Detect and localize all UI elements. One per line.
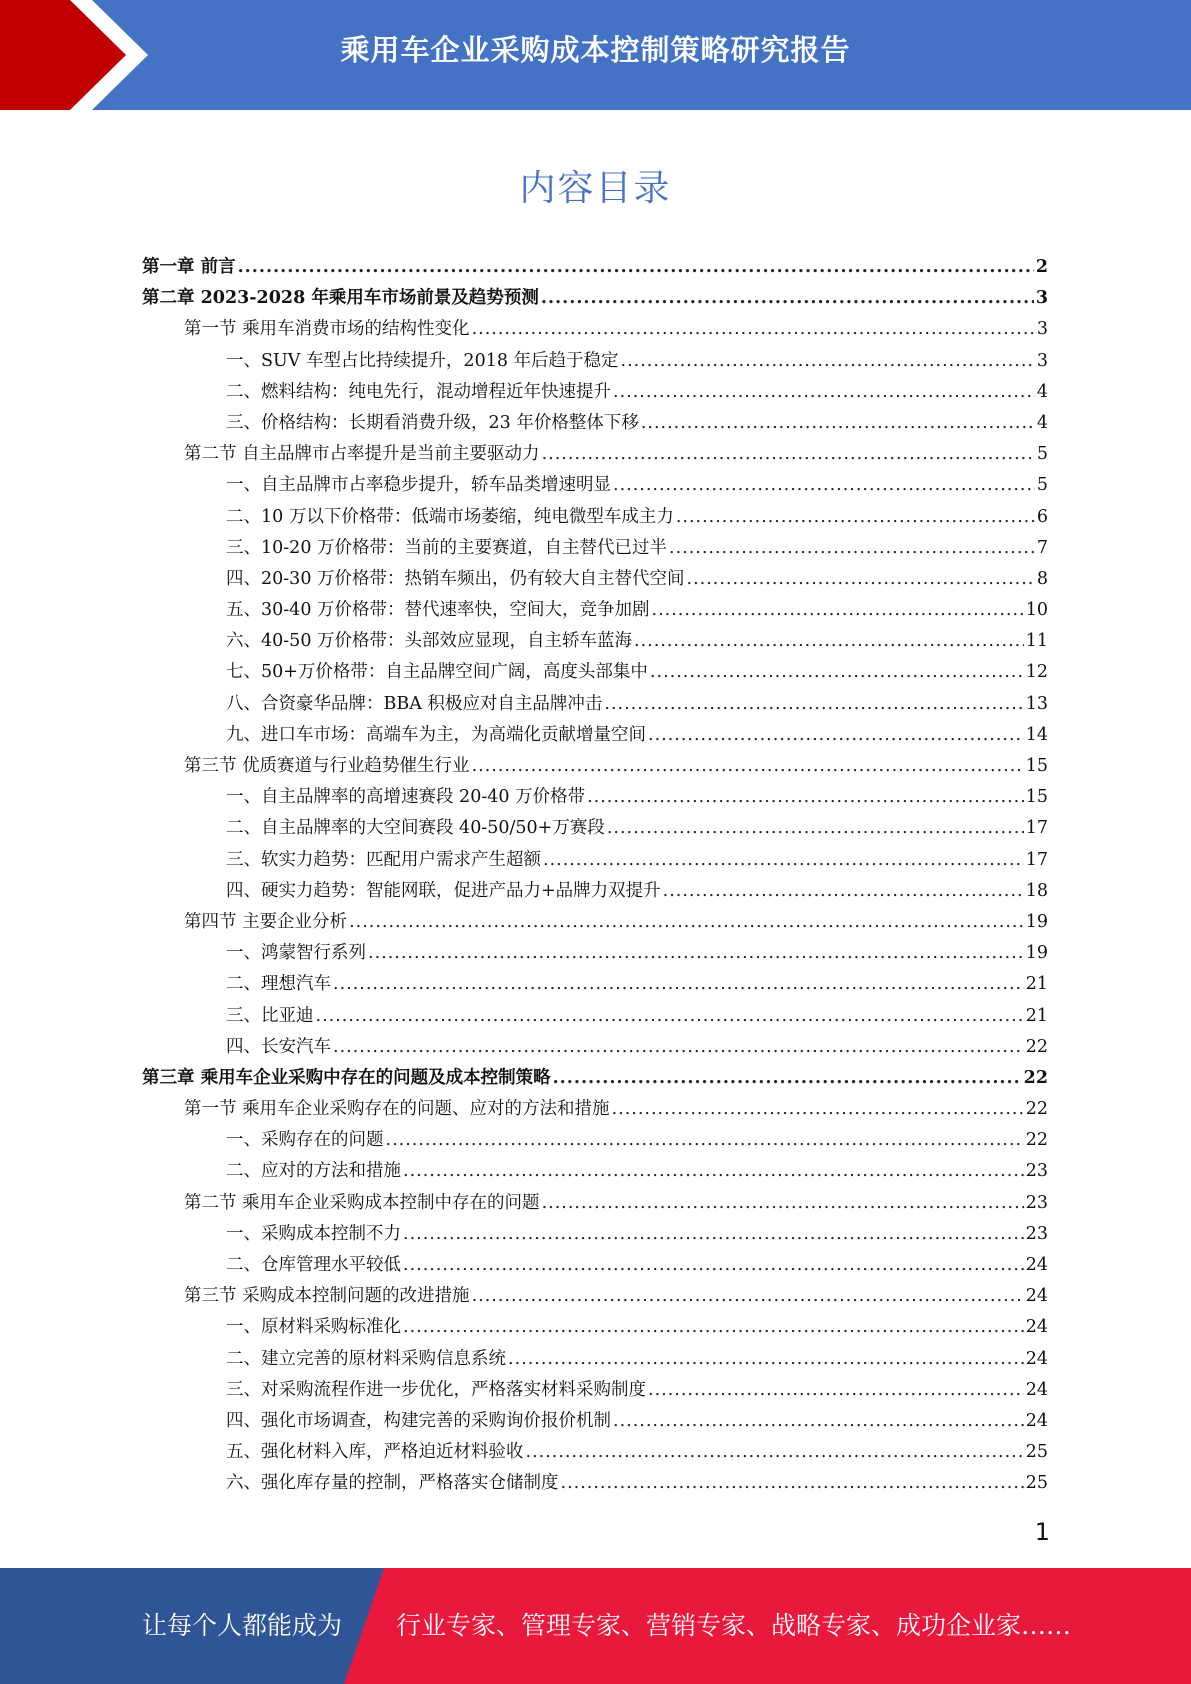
toc-entry-title: 四、强化市场调查，构建完善的采购询价报价机制 <box>226 1410 611 1431</box>
toc-entry-page: 2 <box>1035 257 1048 277</box>
toc-entry-title: 四、长安汽车 <box>226 1036 331 1057</box>
toc-entry[interactable] <box>142 783 1048 814</box>
toc-entry-title: 二、仓库管理水平较低 <box>226 1255 401 1275</box>
toc-entry-title: 三、对采购流程作进一步优化，严格落实材料采购制度 <box>226 1379 646 1400</box>
toc-entry-title: 三、10-20 万价格带：当前的主要赛道，自主替代已过半 <box>226 537 668 558</box>
toc-leader-dots <box>641 413 1035 433</box>
toc-leader-dots <box>333 1037 1024 1057</box>
toc-entry-page: 24 <box>1025 1317 1048 1338</box>
toc-entry-title: 一、自主品牌率的高增速赛段 20-40 万价格带 <box>226 787 586 808</box>
toc-entry-title: 第一节 乘用车消费市场的结构性变化 <box>184 319 470 340</box>
toc-leader-dots <box>403 1255 1024 1275</box>
toc-leader-dots <box>663 881 1024 901</box>
toc-entry-title: 五、强化材料入库，严格迫近材料验收 <box>226 1442 524 1463</box>
toc-entry-title: 三、软实力趋势：匹配用户需求产生超额 <box>226 849 541 870</box>
toc-leader-dots <box>687 569 1035 589</box>
toc-entry-page: 22 <box>1025 1099 1048 1120</box>
toc-entry[interactable] <box>142 1189 1048 1220</box>
toc-entry-page: 17 <box>1025 818 1048 839</box>
toc-entry-title: 一、自主品牌市占率稳步提升，轿车品类增速明显 <box>226 475 611 496</box>
toc-entry-title: 三、价格结构：长期看消费升级，23 年价格整体下移 <box>226 412 639 433</box>
toc-leader-dots <box>542 444 1035 464</box>
toc-entry[interactable] <box>142 503 1048 534</box>
toc-entry[interactable] <box>142 315 1048 346</box>
toc-entry-title: 第一节 乘用车企业采购存在的问题、应对的方法和措施 <box>184 1099 610 1120</box>
toc-entry-title: 二、应对的方法和措施 <box>226 1161 401 1182</box>
toc-entry-page: 15 <box>1025 756 1048 776</box>
toc-leader-dots <box>508 1349 1024 1369</box>
table-of-contents <box>142 253 1048 1501</box>
toc-leader-dots <box>368 943 1024 963</box>
toc-leader-dots <box>472 319 1035 339</box>
toc-entry-page: 7 <box>1036 537 1048 558</box>
page-number: 1 <box>1034 1518 1050 1546</box>
toc-entry-title: 五、30-40 万价格带：替代速率快，空间大，竞争加剧 <box>226 600 650 621</box>
toc-entry-page: 22 <box>1025 1130 1048 1151</box>
toc-entry-title: 四、硬实力趋势：智能网联，促进产品力+品牌力双提升 <box>226 880 661 901</box>
toc-heading: 内容目录 <box>519 168 672 209</box>
toc-entry-page: 21 <box>1025 974 1048 995</box>
footer-slogan-left: 让每个人都能成为 <box>142 1611 343 1640</box>
toc-entry-page: 23 <box>1025 1161 1048 1182</box>
toc-leader-dots <box>652 600 1024 620</box>
toc-leader-dots <box>526 1442 1024 1462</box>
toc-entry[interactable] <box>142 565 1048 596</box>
toc-entry-page: 23 <box>1025 1192 1048 1213</box>
toc-entry[interactable] <box>142 253 1048 284</box>
toc-leader-dots <box>403 1317 1024 1337</box>
toc-leader-dots <box>472 1286 1024 1306</box>
footer-slogan-right: 行业专家、管理专家、营销专家、战略专家、成功企业家…… <box>396 1611 1072 1640</box>
toc-entry-page: 4 <box>1036 381 1048 402</box>
toc-entry-title: 一、原材料采购标准化 <box>226 1317 401 1338</box>
toc-leader-dots <box>634 631 1024 651</box>
toc-leader-dots <box>669 538 1035 558</box>
toc-leader-dots <box>613 382 1035 402</box>
toc-entry[interactable] <box>142 1282 1048 1313</box>
toc-entry[interactable] <box>142 877 1048 908</box>
toc-leader-dots <box>542 1193 1024 1213</box>
toc-entry-title: 第三节 采购成本控制问题的改进措施 <box>184 1286 470 1307</box>
toc-entry[interactable] <box>142 1220 1048 1251</box>
toc-entry-page: 15 <box>1025 787 1048 808</box>
toc-leader-dots <box>238 257 1034 277</box>
toc-leader-dots <box>607 818 1024 838</box>
toc-leader-dots <box>553 1068 1022 1088</box>
toc-leader-dots <box>650 662 1024 682</box>
toc-entry-page: 22 <box>1025 1036 1048 1057</box>
toc-entry[interactable] <box>142 846 1048 877</box>
toc-entry-title: 第一章 前言 <box>142 257 236 277</box>
toc-leader-dots <box>403 1161 1024 1181</box>
toc-entry-title: 第三节 优质赛道与行业趋势催生行业 <box>184 756 470 776</box>
toc-entry-page: 5 <box>1036 475 1048 496</box>
toc-leader-dots <box>648 1380 1024 1400</box>
toc-entry[interactable] <box>142 471 1048 502</box>
toc-entry[interactable] <box>142 970 1048 1001</box>
toc-entry-title: 二、建立完善的原材料采购信息系统 <box>226 1348 506 1369</box>
toc-entry[interactable] <box>142 752 1048 783</box>
toc-entry[interactable] <box>142 1064 1048 1095</box>
toc-entry[interactable] <box>142 347 1048 378</box>
toc-entry-page: 8 <box>1036 568 1048 589</box>
toc-entry-title: 第二节 乘用车企业采购成本控制中存在的问题 <box>184 1192 540 1213</box>
toc-entry[interactable] <box>142 1251 1048 1282</box>
toc-entry-title: 一、鸿蒙智行系列 <box>226 943 366 964</box>
toc-entry-page: 18 <box>1025 880 1048 901</box>
toc-leader-dots <box>676 507 1035 527</box>
toc-entry-page: 3 <box>1036 319 1048 340</box>
toc-entry[interactable] <box>142 1376 1048 1407</box>
toc-leader-dots <box>472 756 1024 776</box>
toc-entry-page: 19 <box>1025 943 1048 964</box>
toc-entry-title: 七、50+万价格带：自主品牌空间广阔，高度头部集中 <box>226 662 648 683</box>
toc-entry-title: 第二节 自主品牌市占率提升是当前主要驱动力 <box>184 444 540 465</box>
toc-leader-dots <box>648 725 1024 745</box>
toc-entry-title: 二、自主品牌率的大空间赛段 40-50/50+万赛段 <box>226 818 605 839</box>
toc-entry[interactable] <box>142 908 1048 939</box>
toc-leader-dots <box>561 1473 1024 1493</box>
toc-entry-page: 11 <box>1025 631 1048 652</box>
toc-leader-dots <box>613 1411 1024 1431</box>
toc-entry[interactable] <box>142 378 1048 409</box>
toc-entry[interactable] <box>142 284 1048 315</box>
toc-entry[interactable] <box>142 1002 1048 1033</box>
toc-leader-dots <box>386 1130 1024 1150</box>
toc-entry-title: 二、10 万以下价格带：低端市场萎缩，纯电微型车成主力 <box>226 506 674 527</box>
toc-leader-dots <box>604 694 1023 714</box>
toc-leader-dots <box>543 850 1024 870</box>
toc-entry-title: 第二章 2023-2028 年乘用车市场前景及趋势预测 <box>142 288 539 309</box>
toc-leader-dots <box>587 787 1024 807</box>
toc-entry[interactable] <box>142 814 1048 845</box>
toc-entry[interactable] <box>142 939 1048 970</box>
toc-entry[interactable] <box>142 1126 1048 1157</box>
toc-leader-dots <box>621 351 1035 371</box>
toc-entry-title: 六、强化库存量的控制，严格落实仓储制度 <box>226 1473 559 1494</box>
toc-entry[interactable] <box>142 1469 1048 1500</box>
toc-entry-page: 14 <box>1025 724 1048 745</box>
toc-entry-page: 5 <box>1036 444 1048 465</box>
toc-entry-page: 23 <box>1025 1223 1048 1244</box>
toc-entry[interactable] <box>142 1313 1048 1344</box>
toc-entry-page: 25 <box>1025 1473 1048 1494</box>
toc-entry[interactable] <box>142 627 1048 658</box>
toc-entry-title: 一、采购成本控制不力 <box>226 1223 401 1244</box>
toc-entry-page: 12 <box>1025 662 1048 683</box>
toc-entry-title: 一、SUV 车型占比持续提升，2018 年后趋于稳定 <box>226 350 619 371</box>
toc-entry-page: 6 <box>1036 506 1048 527</box>
toc-entry-title: 八、合资豪华品牌：BBA 积极应对自主品牌冲击 <box>226 693 603 714</box>
toc-leader-dots <box>349 912 1024 932</box>
toc-entry[interactable] <box>142 1438 1048 1469</box>
toc-entry[interactable] <box>142 596 1048 627</box>
toc-entry-page: 17 <box>1025 849 1048 870</box>
toc-entry-page: 3 <box>1036 350 1048 371</box>
toc-entry-title: 九、进口车市场：高端车为主，为高端化贡献增量空间 <box>226 724 646 745</box>
toc-entry-page: 3 <box>1035 288 1048 309</box>
toc-entry-title: 第三章 乘用车企业采购中存在的问题及成本控制策略 <box>142 1067 551 1088</box>
toc-entry-title: 第四节 主要企业分析 <box>184 911 348 932</box>
toc-leader-dots <box>612 1099 1024 1119</box>
toc-entry[interactable] <box>142 1033 1048 1064</box>
toc-leader-dots <box>403 1224 1024 1244</box>
toc-entry-page: 24 <box>1025 1379 1048 1400</box>
toc-entry[interactable] <box>142 658 1048 689</box>
toc-entry-page: 24 <box>1025 1286 1048 1307</box>
toc-entry-page: 24 <box>1025 1410 1048 1431</box>
toc-entry-title: 三、比亚迪 <box>226 1005 314 1026</box>
toc-leader-dots <box>541 288 1034 308</box>
toc-leader-dots <box>333 974 1024 994</box>
toc-entry-title: 六、40-50 万价格带：头部效应显现，自主轿车蓝海 <box>226 631 633 652</box>
toc-entry[interactable] <box>142 1345 1048 1376</box>
toc-entry[interactable] <box>142 1157 1048 1188</box>
toc-entry-page: 21 <box>1025 1005 1048 1026</box>
toc-entry-page: 10 <box>1025 600 1048 621</box>
toc-entry-title: 一、采购存在的问题 <box>226 1130 384 1151</box>
toc-leader-dots <box>316 1006 1024 1026</box>
toc-entry-page: 24 <box>1025 1255 1048 1275</box>
page-header <box>0 0 1191 110</box>
toc-entry[interactable] <box>142 721 1048 752</box>
toc-entry-title: 四、20-30 万价格带：热销车频出，仍有较大自主替代空间 <box>226 568 685 589</box>
toc-entry[interactable] <box>142 1407 1048 1438</box>
page-footer <box>0 1568 1191 1684</box>
toc-entry-page: 13 <box>1025 693 1048 714</box>
toc-leader-dots <box>613 475 1035 495</box>
toc-entry[interactable] <box>142 534 1048 565</box>
toc-entry[interactable] <box>142 409 1048 440</box>
toc-entry[interactable] <box>142 440 1048 471</box>
toc-entry[interactable] <box>142 1095 1048 1126</box>
toc-entry-page: 24 <box>1025 1348 1048 1369</box>
toc-entry-title: 二、理想汽车 <box>226 974 331 995</box>
toc-entry-page: 4 <box>1036 412 1048 433</box>
toc-entry[interactable] <box>142 690 1048 721</box>
header-title: 乘用车企业采购成本控制策略研究报告 <box>340 33 851 67</box>
toc-entry-title: 二、燃料结构：纯电先行，混动增程近年快速提升 <box>226 381 611 402</box>
toc-entry-page: 22 <box>1023 1067 1048 1088</box>
toc-entry-page: 19 <box>1025 911 1048 932</box>
toc-entry-page: 25 <box>1025 1442 1048 1463</box>
